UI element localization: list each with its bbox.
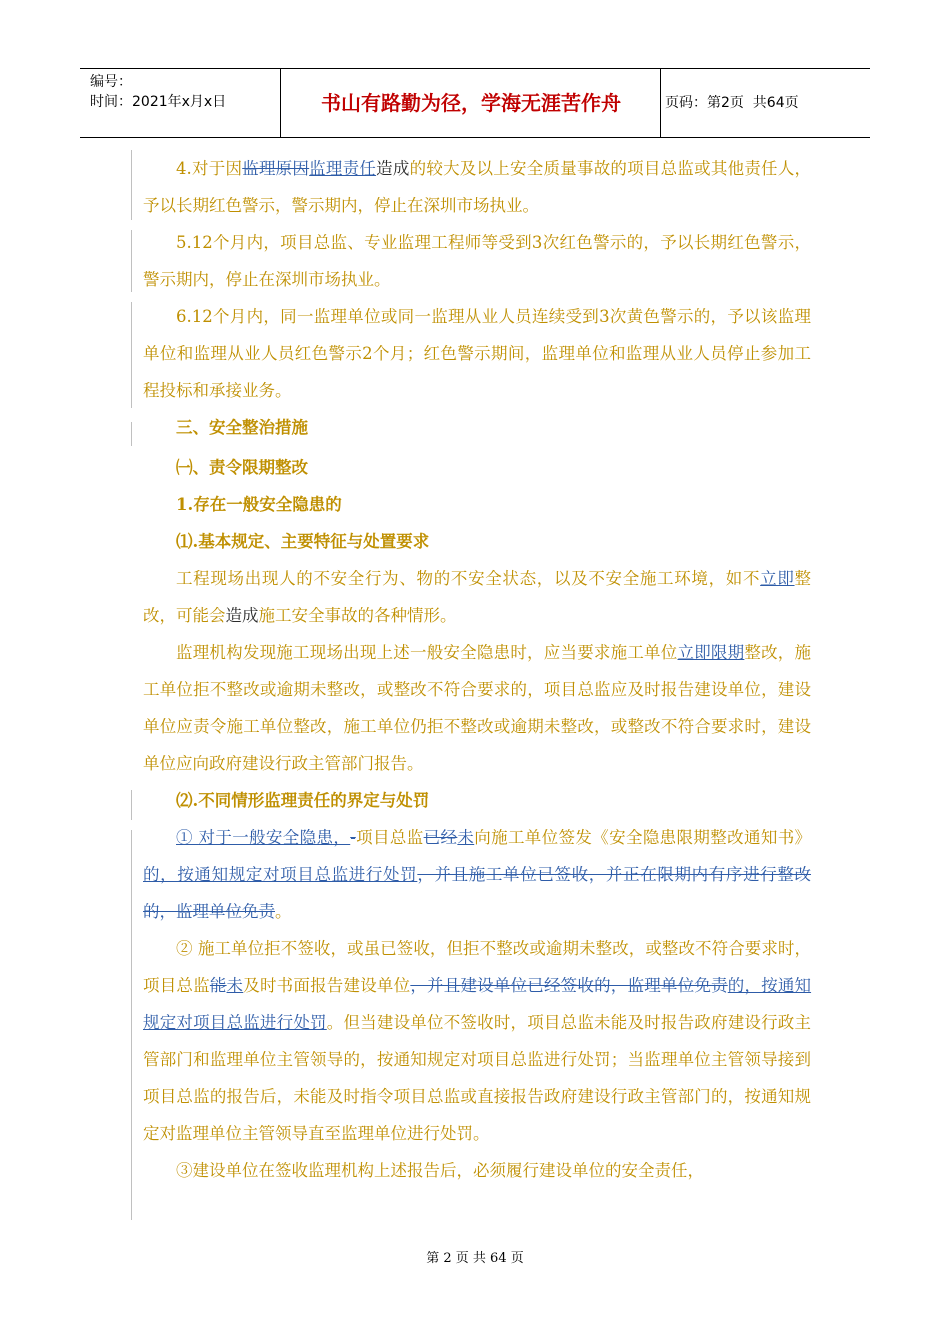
heading-section-3: 三、安全整治措施 bbox=[176, 418, 308, 437]
heading-responsibility: ⑵.不同情形监理责任的界定与处罚 bbox=[176, 791, 430, 810]
header-page-number: 页码：第2页 共64页 bbox=[665, 95, 799, 111]
page-header bbox=[80, 68, 870, 138]
page-footer: 第 2 页 共 64 页 bbox=[426, 1251, 524, 1266]
change-bar bbox=[131, 150, 132, 220]
paragraph-supervision-handling: 监理机构发现施工现场出现上述一般安全隐患时，应当要求施工单位立即限期整改，施工单位拒不整改或逾期未整改，或整改不符合要求的，项目总监应及时报告建设单位，建设单位应责令施工单位整改，施工单位仍拒不整改或逾期未整改，或整改不符合要求时，建设单位应向政府建设行政主管部门报告。 bbox=[143, 643, 812, 773]
heading-basic-rules: ⑴.基本规定、主要特征与处置要求 bbox=[176, 532, 430, 551]
heading-subsection-1: ㈠、责令限期整改 bbox=[176, 458, 308, 477]
paragraph-hazard-definition: 工程现场出现人的不安全行为、物的不安全状态，以及不安全施工环境，如不立即整改，可能会造成施工安全事故的各种情形。 bbox=[143, 569, 812, 625]
header-info bbox=[90, 72, 280, 112]
paragraph-case-1: ① 对于一般安全隐患，-项目总监已经未向施工单位签发《安全隐患限期整改通知书》的，按通知规定对项目总监进行处罚，并且施工单位已签收，并正在限期内有序进行整改的，监理单位免责。 bbox=[143, 828, 812, 921]
change-bar bbox=[131, 790, 132, 820]
paragraph-5: 5.12个月内，项目总监、专业监理工程师等受到3次红色警示的，予以长期红色警示，警示期内，停止在深圳市场执业。 bbox=[143, 233, 811, 289]
time-label: 时间：2021年x月x日 bbox=[90, 94, 227, 110]
serial-label: 编号： bbox=[90, 74, 132, 90]
heading-item-1: 1.存在一般安全隐患的 bbox=[176, 495, 342, 514]
change-bar bbox=[131, 230, 132, 292]
paragraph-case-3: ③建设单位在签收监理机构上述报告后，必须履行建设单位的安全责任， bbox=[176, 1161, 704, 1180]
header-motto: 书山有路勤为径，学海无涯苦作舟 bbox=[321, 91, 621, 115]
document-body bbox=[143, 150, 811, 1189]
change-bar bbox=[131, 422, 132, 446]
paragraph-case-2: ② 施工单位拒不签收，或虽已签收，但拒不整改或逾期未整改，或整改不符合要求时，项目总监能未及时书面报告建设单位，并且建设单位已经签收的，监理单位免责的，按通知规定对项目总监进行处罚。但当建设单位不签收时，项目总监未能及时报告政府建设行政主管部门和监理单位主管领导的，按通知规定对项目总监进行处罚；当监理单位主管领导接到项目总监的报告后，未能及时指令项目总监或直接报告政府建设行政主管部门的，按通知规定对监理单位主管领导直至监理单位进行处罚。 bbox=[143, 939, 812, 1143]
change-bar bbox=[131, 830, 132, 1220]
paragraph-6: 6.12个月内，同一监理单位或同一监理从业人员连续受到3次黄色警示的，予以该监理单位和监理从业人员红色警示2个月；红色警示期间，监理单位和监理从业人员停止参加工程投标和承接业务。 bbox=[143, 307, 811, 400]
header-divider bbox=[280, 69, 281, 137]
paragraph-4: 4.对于因监理原因监理责任造成的较大及以上安全质量事故的项目总监或其他责任人，予以长期红色警示，警示期内，停止在深圳市场执业。 bbox=[143, 159, 812, 215]
header-divider bbox=[660, 69, 661, 137]
change-bar bbox=[131, 302, 132, 408]
